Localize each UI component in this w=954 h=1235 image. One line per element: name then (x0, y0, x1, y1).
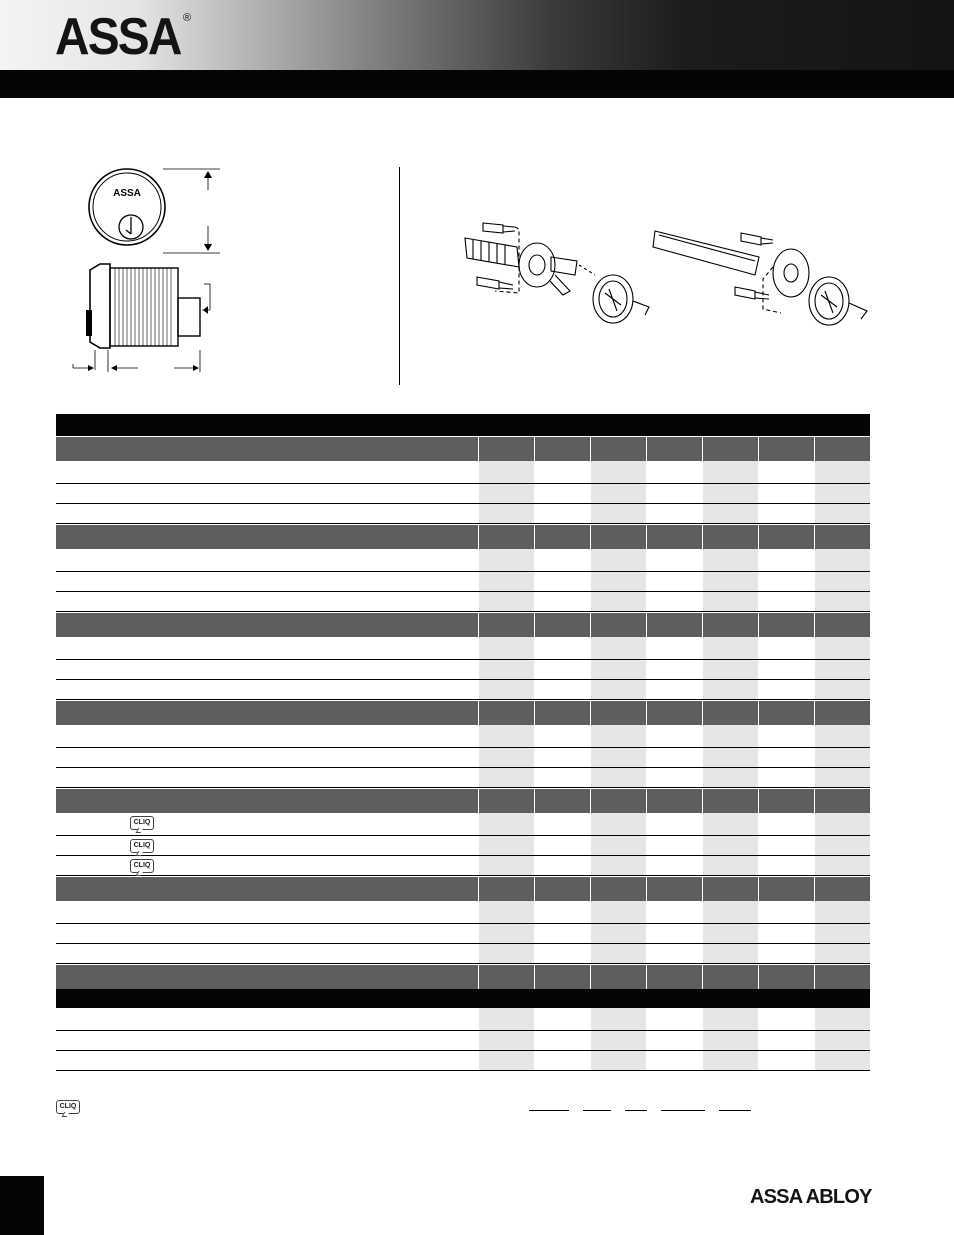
table-cell (478, 484, 534, 503)
table-cell (702, 813, 758, 835)
table-cell (478, 924, 534, 943)
table-title-bar (56, 414, 870, 436)
table-cell (646, 924, 702, 943)
table-cell (814, 944, 870, 963)
table-cell (814, 680, 870, 699)
table-cell (478, 944, 534, 963)
table-cell (534, 924, 590, 943)
table-cell (758, 901, 814, 923)
table-cell (646, 725, 702, 747)
table-cell (758, 856, 814, 875)
table-cell (758, 944, 814, 963)
table-cell (646, 437, 702, 461)
table-cell (702, 461, 758, 483)
row-label (56, 549, 478, 571)
assa-abloy-logo: ASSA ABLOY (750, 1186, 872, 1208)
table-cell (758, 572, 814, 591)
table-cell (814, 877, 870, 901)
table-cell (534, 461, 590, 483)
table-cell (814, 549, 870, 571)
table-cell (702, 944, 758, 963)
table-cell (758, 637, 814, 659)
table-cell (534, 592, 590, 611)
table-cell (758, 768, 814, 787)
table-cell (814, 813, 870, 835)
table-cell (590, 572, 646, 591)
blank-line-2 (583, 1110, 611, 1111)
table-row (56, 836, 870, 856)
table-cell (814, 1051, 870, 1070)
table-cell (534, 944, 590, 963)
table-cell (702, 856, 758, 875)
table-cell (590, 701, 646, 725)
table-cell (758, 965, 814, 989)
table-row (56, 901, 870, 924)
table-cell (534, 680, 590, 699)
row-label (56, 768, 478, 787)
table-row (56, 549, 870, 572)
table-cell (478, 437, 534, 461)
table-cell (702, 572, 758, 591)
section-header-row (56, 436, 870, 461)
table-cell (814, 660, 870, 679)
table-row (56, 592, 870, 612)
table-cell (814, 901, 870, 923)
table-cell (534, 813, 590, 835)
table-row (56, 572, 870, 592)
table-cell (814, 1008, 870, 1030)
table-cell (646, 901, 702, 923)
table-row (56, 768, 870, 788)
table-cell (534, 965, 590, 989)
table-cell (646, 856, 702, 875)
table-cell (646, 877, 702, 901)
table-cell (478, 637, 534, 659)
blank-line-1 (529, 1110, 569, 1111)
cliq-footnote-badge (56, 1100, 80, 1114)
table-cell (814, 572, 870, 591)
table-cell (646, 1008, 702, 1030)
table-cell (478, 789, 534, 813)
table-cell (590, 965, 646, 989)
table-cell (702, 789, 758, 813)
cylinder-dimension-drawing (60, 160, 320, 390)
row-label (56, 965, 478, 989)
table-cell (534, 549, 590, 571)
table-row (56, 924, 870, 944)
blank-line-5 (719, 1110, 751, 1111)
table-cell (646, 637, 702, 659)
row-label (56, 856, 478, 875)
table-cell (534, 660, 590, 679)
table-row (56, 1008, 870, 1031)
table-cell (758, 924, 814, 943)
table-cell (702, 484, 758, 503)
table-cell (758, 525, 814, 549)
table-cell (702, 877, 758, 901)
table-cell (702, 637, 758, 659)
badge-text: CLIQ (59, 1103, 77, 1110)
table-cell (702, 437, 758, 461)
table-cell (590, 613, 646, 637)
table-cell (534, 437, 590, 461)
row-label (56, 484, 478, 503)
table-cell (814, 525, 870, 549)
table-cell (478, 1031, 534, 1050)
table-cell (758, 1051, 814, 1070)
row-label (56, 680, 478, 699)
table-cell (534, 748, 590, 767)
table-cell (646, 701, 702, 725)
table-cell (590, 504, 646, 523)
table-cell (478, 525, 534, 549)
row-label (56, 572, 478, 591)
table-cell (534, 701, 590, 725)
table-cell (478, 504, 534, 523)
table-cell (814, 768, 870, 787)
row-label (56, 461, 478, 483)
assa-logo: ASSA (55, 8, 181, 66)
section-header-row (56, 700, 870, 725)
table-cell (590, 437, 646, 461)
table-cell (590, 1031, 646, 1050)
cliq-badge-icon: CLIQ (130, 839, 154, 853)
table-cell (590, 836, 646, 855)
table-cell (590, 1008, 646, 1030)
table-row (56, 680, 870, 700)
table-cell (758, 680, 814, 699)
table-row (56, 461, 870, 484)
table-cell (590, 637, 646, 659)
table-cell (646, 549, 702, 571)
table-cell (590, 944, 646, 963)
table-cell (646, 660, 702, 679)
table-cell (590, 592, 646, 611)
table-cell (534, 1008, 590, 1030)
table-cell (814, 637, 870, 659)
table-row (56, 504, 870, 524)
face-logo: ASSA (113, 188, 141, 199)
table-cell (478, 877, 534, 901)
section-header-row (56, 612, 870, 637)
table-cell (646, 768, 702, 787)
table-row (56, 944, 870, 964)
table-row (56, 637, 870, 660)
table-cell (702, 549, 758, 571)
section-header-row (56, 964, 870, 989)
table-cell (814, 789, 870, 813)
table-row (56, 856, 870, 876)
table-cell (758, 1031, 814, 1050)
row-label (56, 1008, 478, 1030)
table-cell (702, 660, 758, 679)
row-label (56, 504, 478, 523)
table-cell (702, 1008, 758, 1030)
table-cell (702, 725, 758, 747)
row-label (56, 637, 478, 659)
table-cell (814, 613, 870, 637)
table-cell (590, 484, 646, 503)
table-cell (814, 437, 870, 461)
row-label (56, 877, 478, 901)
table-cell (702, 836, 758, 855)
table-cell (534, 572, 590, 591)
row-label (56, 924, 478, 943)
section-header-row (56, 876, 870, 901)
table-cell (590, 901, 646, 923)
table-cell (646, 1051, 702, 1070)
table-cell (478, 1051, 534, 1070)
table-cell (478, 701, 534, 725)
table-cell (702, 613, 758, 637)
row-label (56, 725, 478, 747)
table-cell (702, 1031, 758, 1050)
table-row (56, 813, 870, 836)
registered-mark: ® (183, 12, 192, 24)
table-cell (590, 856, 646, 875)
row-label (56, 748, 478, 767)
page-header (0, 0, 954, 70)
blank-line-4 (661, 1110, 705, 1111)
table-cell (646, 1031, 702, 1050)
table-row (56, 1051, 870, 1071)
table-cell (478, 592, 534, 611)
table-cell (590, 1051, 646, 1070)
table-cell (590, 461, 646, 483)
cliq-badge-icon: CLIQ (130, 859, 154, 873)
table-cell (814, 504, 870, 523)
table-cell (814, 965, 870, 989)
table-row (56, 1031, 870, 1051)
table-cell (478, 901, 534, 923)
table-cell (590, 525, 646, 549)
table-cell (534, 768, 590, 787)
table-cell (534, 613, 590, 637)
table-cell (478, 549, 534, 571)
table-cell (478, 1008, 534, 1030)
table-cell (534, 637, 590, 659)
row-label (56, 944, 478, 963)
table-cell (646, 965, 702, 989)
table-cell (478, 856, 534, 875)
row-label (56, 1031, 478, 1050)
table-cell (758, 701, 814, 725)
row-label (56, 660, 478, 679)
table-row (56, 748, 870, 768)
table-cell (646, 613, 702, 637)
table-cell (758, 789, 814, 813)
product-table (56, 414, 870, 1071)
table-cell (646, 748, 702, 767)
table-cell (534, 1051, 590, 1070)
table-cell (478, 613, 534, 637)
table-row (56, 660, 870, 680)
table-cell (758, 725, 814, 747)
table-cell (478, 572, 534, 591)
table-cell (478, 768, 534, 787)
row-label (56, 613, 478, 637)
table-cell (702, 701, 758, 725)
table-cell (814, 484, 870, 503)
table-cell (478, 660, 534, 679)
row-label (56, 437, 478, 461)
table-cell (534, 836, 590, 855)
table-cell (758, 484, 814, 503)
row-label (56, 901, 478, 923)
table-cell (758, 504, 814, 523)
table-cell (702, 924, 758, 943)
row-label (56, 813, 478, 835)
table-cell (758, 437, 814, 461)
table-cell (478, 680, 534, 699)
table-cell (758, 1008, 814, 1030)
table-cell (814, 701, 870, 725)
table-cell (534, 725, 590, 747)
table-cell (814, 856, 870, 875)
table-cell (646, 504, 702, 523)
table-cell (814, 1031, 870, 1050)
table-cell (478, 965, 534, 989)
table-cell (702, 592, 758, 611)
table-cell (534, 1031, 590, 1050)
table-cell (478, 461, 534, 483)
page-corner-block (0, 1176, 44, 1235)
table-cell (534, 901, 590, 923)
table-cell (702, 768, 758, 787)
table-cell (702, 901, 758, 923)
row-label (56, 789, 478, 813)
table-cell (814, 725, 870, 747)
table-cell (814, 924, 870, 943)
row-label (56, 525, 478, 549)
section-header-row (56, 788, 870, 813)
table-cell (590, 813, 646, 835)
table-cell (758, 613, 814, 637)
table-cell (814, 592, 870, 611)
blank-line-3 (625, 1110, 647, 1111)
table-cell (478, 836, 534, 855)
table-cell (758, 592, 814, 611)
table-cell (534, 525, 590, 549)
table-cell (534, 504, 590, 523)
table-cell (758, 461, 814, 483)
table-cell (646, 813, 702, 835)
table-cell (590, 725, 646, 747)
sub-table-title-bar (56, 989, 870, 1008)
table-cell (590, 549, 646, 571)
table-cell (478, 813, 534, 835)
table-cell (534, 484, 590, 503)
table-cell (590, 924, 646, 943)
table-cell (758, 836, 814, 855)
section-header-row (56, 524, 870, 549)
table-cell (646, 461, 702, 483)
table-row (56, 725, 870, 748)
table-cell (590, 789, 646, 813)
table-cell (646, 592, 702, 611)
table-row (56, 484, 870, 504)
table-cell (590, 877, 646, 901)
table-cell (646, 525, 702, 549)
table-cell (702, 525, 758, 549)
table-cell (814, 748, 870, 767)
table-cell (590, 748, 646, 767)
table-cell (758, 748, 814, 767)
table-cell (478, 725, 534, 747)
header-bar (0, 70, 954, 98)
table-cell (646, 836, 702, 855)
table-cell (478, 748, 534, 767)
table-cell (702, 965, 758, 989)
table-cell (646, 789, 702, 813)
table-cell (702, 504, 758, 523)
exploded-assembly-drawing (455, 205, 875, 345)
table-cell (646, 484, 702, 503)
table-cell (646, 572, 702, 591)
table-cell (590, 680, 646, 699)
table-cell (702, 1051, 758, 1070)
cliq-badge-icon: CLIQ (130, 816, 154, 830)
table-cell (758, 877, 814, 901)
table-cell (758, 660, 814, 679)
row-label (56, 592, 478, 611)
table-cell (758, 813, 814, 835)
table-cell (590, 660, 646, 679)
row-label (56, 1051, 478, 1070)
table-cell (646, 680, 702, 699)
table-cell (758, 549, 814, 571)
row-label (56, 836, 478, 855)
figure-divider (399, 167, 400, 385)
table-cell (534, 856, 590, 875)
table-cell (814, 461, 870, 483)
table-cell (646, 944, 702, 963)
table-cell (702, 748, 758, 767)
table-cell (814, 836, 870, 855)
row-label (56, 701, 478, 725)
table-cell (534, 789, 590, 813)
table-cell (534, 877, 590, 901)
table-cell (590, 768, 646, 787)
table-cell (702, 680, 758, 699)
